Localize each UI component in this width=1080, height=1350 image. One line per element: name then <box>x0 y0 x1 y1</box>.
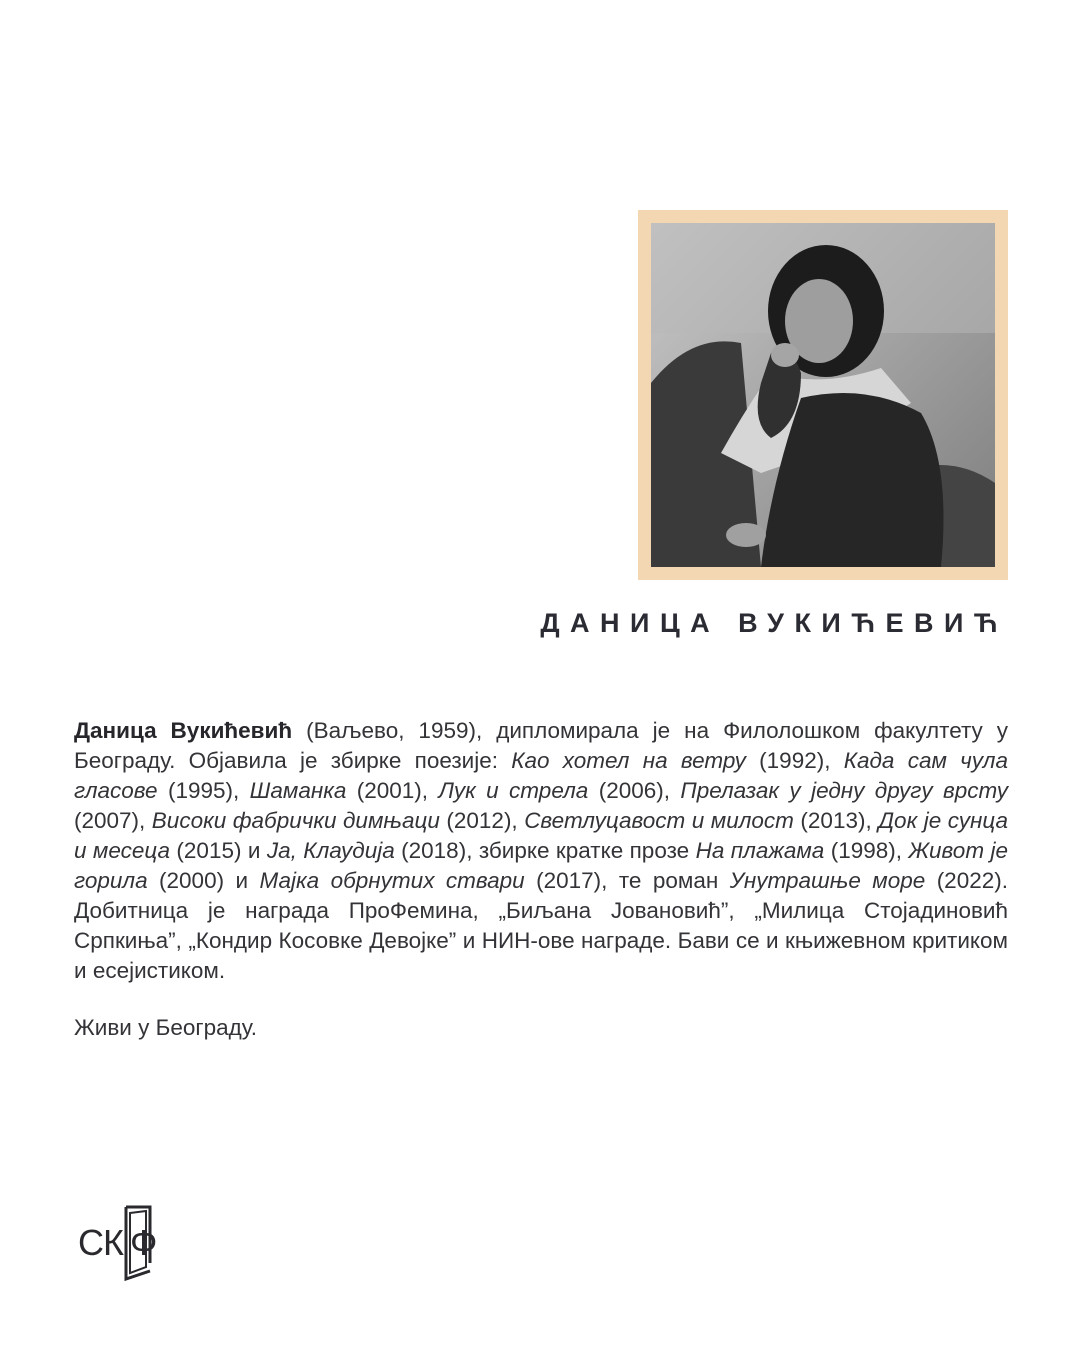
svg-text:С: С <box>78 1222 104 1263</box>
bio-residence: Живи у Београду. <box>74 1015 258 1040</box>
book-title: Живот је горила <box>74 838 1008 893</box>
bio-text: (2000) и <box>147 868 260 893</box>
book-title: Лук и стрела <box>438 778 589 803</box>
bio-text: (2013), <box>793 808 879 833</box>
bio-text: (2006), <box>588 778 681 803</box>
bio-text: (2017), те роман <box>524 868 730 893</box>
author-portrait-icon <box>651 223 995 567</box>
svg-text:К: К <box>103 1222 124 1263</box>
book-title: Ја, Клаудија <box>266 838 395 863</box>
bio-text: (2018), збирке кратке прозе <box>394 838 696 863</box>
book-title: Шаманка <box>249 778 347 803</box>
bio-text: (2012), <box>439 808 525 833</box>
svg-text:Ф: Ф <box>130 1222 158 1263</box>
bio-text: (Ваљево, 1959), дипломирала је на Филолошком факултету у Београду. Објавила је збирке поезије: <box>74 718 1009 773</box>
book-title: Као хотел на ветру <box>511 748 746 773</box>
bio-text: (1992), <box>745 748 844 773</box>
book-title: Унутрашње море <box>729 868 926 893</box>
book-title: Светлуцавост и милост <box>524 808 794 833</box>
book-title: Мајка обрнутих ствари <box>259 868 525 893</box>
bio-text: (2022). Добитница је награда ПроФемина, „Биљана Јовановић”, „Милица Стојадиновић Српкиња”, „Кондир Косовке Девојке” и НИН-ове награде. Бави се и књижевном критиком и есејистиком. <box>74 868 1008 983</box>
photo-frame <box>638 210 1008 580</box>
bio-text: (1995), <box>157 778 250 803</box>
book-title: Високи фабрички димњаци <box>151 808 440 833</box>
book-title: Када сам чула гласове <box>74 748 1008 803</box>
book-title: Док је сунца и месеца <box>74 808 1008 863</box>
bio-author-name: Даница Вукићевић <box>74 718 293 743</box>
bio-text: (1998), <box>824 838 909 863</box>
bio-text: (2007), <box>74 808 152 833</box>
book-title: Прелазак у једну другу врсту <box>680 778 1009 803</box>
skf-logo-icon <box>76 1203 172 1283</box>
author-name-heading: ДАНИЦА ВУКИЋЕВИЋ <box>540 608 1008 638</box>
author-bio <box>74 716 1008 986</box>
bio-text: (2001), <box>346 778 439 803</box>
bio-text: (2015) и <box>170 838 267 863</box>
book-title: На плажама <box>695 838 825 863</box>
